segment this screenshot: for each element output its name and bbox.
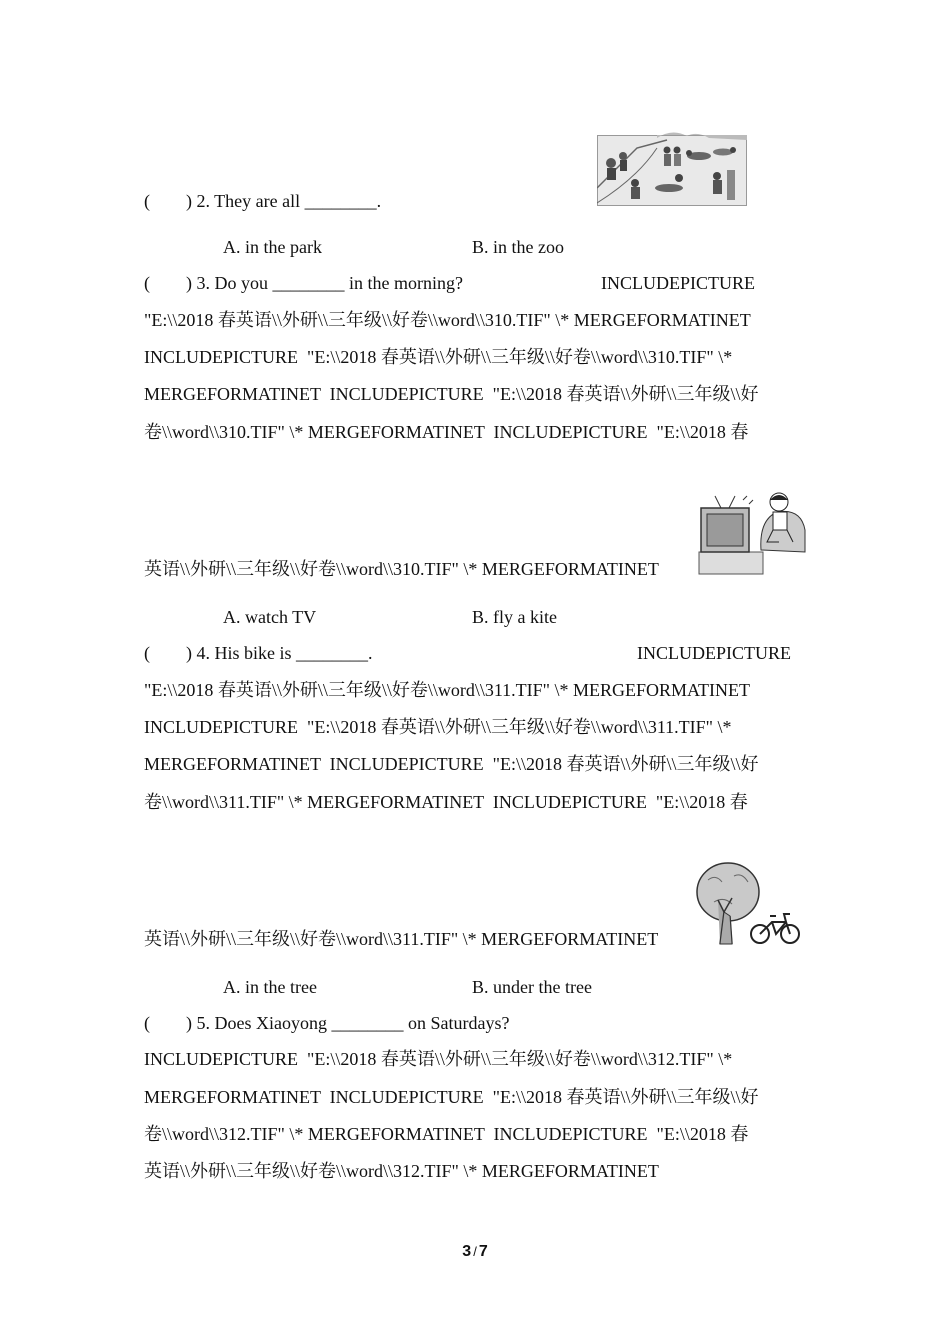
q5-field-line: 英语\\外研\\三年级\\好卷\\word\\312.TIF" \* MERGEFORMATINET (144, 1161, 659, 1181)
q2-option-b: B. in the zoo (472, 237, 564, 257)
q5-field-line: MERGEFORMATINET INCLUDEPICTURE "E:\\2018 春英语\\外研\\三年级\\好 (144, 1087, 759, 1107)
q3-field-line: INCLUDEPICTURE "E:\\2018 春英语\\外研\\三年级\\好卷\\word\\310.TIF" \* (144, 347, 733, 367)
page-number (0, 1243, 950, 1261)
boy-watching-tv-icon (697, 490, 809, 576)
q4-field-line: INCLUDEPICTURE "E:\\2018 春英语\\外研\\三年级\\好卷\\word\\311.TIF" \* (144, 717, 732, 737)
q3-option-a: A. watch TV (223, 607, 317, 627)
q4-option-b: B. under the tree (472, 977, 592, 997)
q4-field-line: 英语\\外研\\三年级\\好卷\\word\\311.TIF" \* MERGEFORMATINET (144, 929, 659, 949)
q4-field-line: 卷\\word\\311.TIF" \* MERGEFORMATINET INCLUDEPICTURE "E:\\2018 春 (144, 792, 748, 812)
page-total: 7 (478, 1243, 488, 1260)
q4-field-tail: INCLUDEPICTURE (637, 643, 791, 663)
q4-field-line: "E:\\2018 春英语\\外研\\三年级\\好卷\\word\\311.TIF" \* MERGEFORMATINET (144, 680, 751, 700)
q3-field-line: 卷\\word\\310.TIF" \* MERGEFORMATINET INCLUDEPICTURE "E:\\2018 春 (144, 422, 749, 442)
q4-stem: ( ) 4. His bike is ________. (144, 643, 373, 663)
q3-field-line: 英语\\外研\\三年级\\好卷\\word\\310.TIF" \* MERGEFORMATINET (144, 559, 659, 579)
q3-field-tail: INCLUDEPICTURE (601, 273, 755, 293)
q4-option-a: A. in the tree (223, 977, 317, 997)
q3-option-b: B. fly a kite (472, 607, 557, 627)
q3-stem: ( ) 3. Do you ________ in the morning? (144, 273, 463, 293)
q4-field-line: MERGEFORMATINET INCLUDEPICTURE "E:\\2018 春英语\\外研\\三年级\\好 (144, 754, 759, 774)
q5-field-line: 卷\\word\\312.TIF" \* MERGEFORMATINET INCLUDEPICTURE "E:\\2018 春 (144, 1124, 749, 1144)
q5-field-line: INCLUDEPICTURE "E:\\2018 春英语\\外研\\三年级\\好卷\\word\\312.TIF" \* (144, 1049, 733, 1069)
page-current: 3 (462, 1243, 472, 1260)
q3-field-line: MERGEFORMATINET INCLUDEPICTURE "E:\\2018 春英语\\外研\\三年级\\好 (144, 384, 759, 404)
q2-option-a: A. in the park (223, 237, 322, 257)
q2-stem: ( ) 2. They are all ________. (144, 191, 382, 211)
page-separator: / (473, 1244, 477, 1259)
q3-field-line: "E:\\2018 春英语\\外研\\三年级\\好卷\\word\\310.TIF" \* MERGEFORMATINET (144, 310, 751, 330)
tree-and-bike-icon (696, 860, 804, 946)
park-scene-icon (597, 128, 747, 206)
q5-stem: ( ) 5. Does Xiaoyong ________ on Saturdays? (144, 1013, 510, 1033)
